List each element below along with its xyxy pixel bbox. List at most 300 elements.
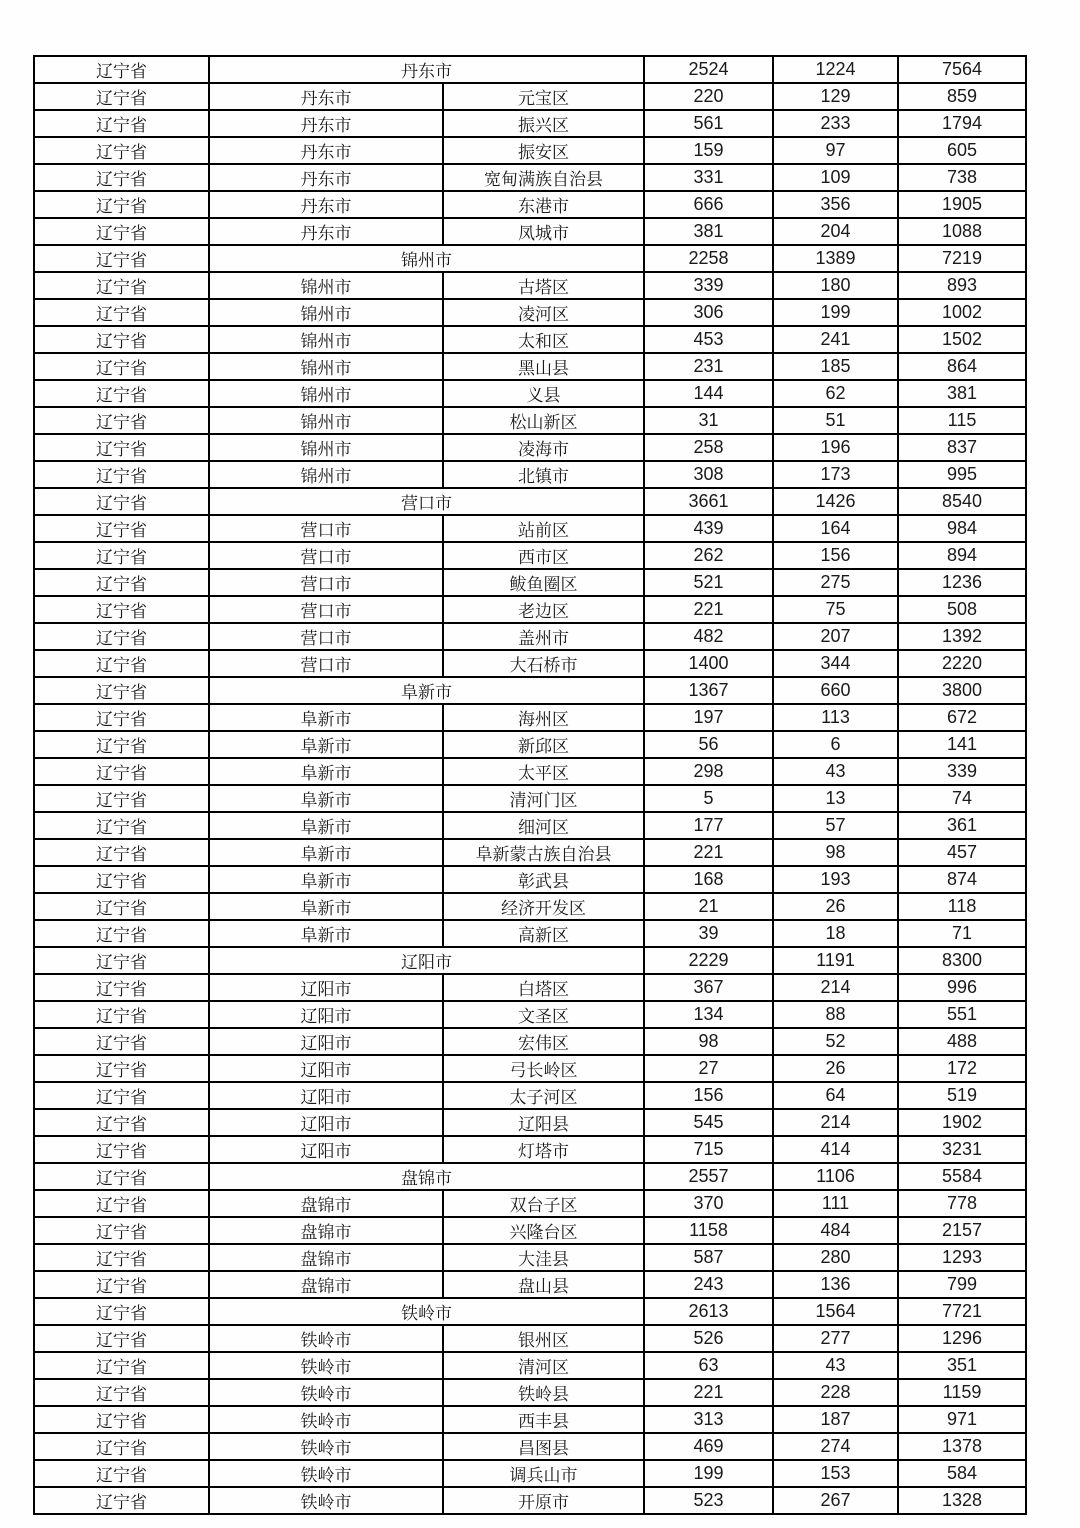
district-cell: 大洼县 xyxy=(443,1244,644,1271)
value-cell: 207 xyxy=(773,623,898,650)
district-cell: 兴隆台区 xyxy=(443,1217,644,1244)
value-cell: 43 xyxy=(773,1352,898,1379)
value-cell: 1236 xyxy=(898,569,1026,596)
value-cell: 141 xyxy=(898,731,1026,758)
province-cell: 辽宁省 xyxy=(34,569,209,596)
value-cell: 63 xyxy=(644,1352,773,1379)
district-cell: 西丰县 xyxy=(443,1406,644,1433)
value-cell: 221 xyxy=(644,1379,773,1406)
value-cell: 715 xyxy=(644,1136,773,1163)
table-body xyxy=(34,56,1026,1514)
city-cell: 阜新市 xyxy=(209,839,443,866)
value-cell: 666 xyxy=(644,191,773,218)
province-cell: 辽宁省 xyxy=(34,218,209,245)
district-cell: 细河区 xyxy=(443,812,644,839)
value-cell: 308 xyxy=(644,461,773,488)
value-cell: 62 xyxy=(773,380,898,407)
city-cell: 盘锦市 xyxy=(209,1190,443,1217)
city-cell: 阜新市 xyxy=(209,758,443,785)
value-cell: 177 xyxy=(644,812,773,839)
value-cell: 874 xyxy=(898,866,1026,893)
value-cell: 111 xyxy=(773,1190,898,1217)
province-cell: 辽宁省 xyxy=(34,326,209,353)
district-row xyxy=(34,1190,1026,1217)
city-cell: 丹东市 xyxy=(209,191,443,218)
district-row xyxy=(34,1406,1026,1433)
value-cell: 3800 xyxy=(898,677,1026,704)
value-cell: 88 xyxy=(773,1001,898,1028)
district-cell: 开原市 xyxy=(443,1487,644,1514)
district-cell: 铁岭县 xyxy=(443,1379,644,1406)
district-row xyxy=(34,866,1026,893)
value-cell: 331 xyxy=(644,164,773,191)
province-cell: 辽宁省 xyxy=(34,1325,209,1352)
district-cell: 调兵山市 xyxy=(443,1460,644,1487)
city-cell: 辽阳市 xyxy=(209,947,644,974)
district-cell: 元宝区 xyxy=(443,83,644,110)
value-cell: 1224 xyxy=(773,56,898,83)
value-cell: 551 xyxy=(898,1001,1026,1028)
city-cell: 阜新市 xyxy=(209,704,443,731)
district-cell: 海州区 xyxy=(443,704,644,731)
province-cell: 辽宁省 xyxy=(34,1433,209,1460)
district-cell: 盘山县 xyxy=(443,1271,644,1298)
value-cell: 13 xyxy=(773,785,898,812)
province-cell: 辽宁省 xyxy=(34,56,209,83)
city-cell: 营口市 xyxy=(209,650,443,677)
district-row xyxy=(34,353,1026,380)
city-cell: 锦州市 xyxy=(209,407,443,434)
value-cell: 193 xyxy=(773,866,898,893)
district-row xyxy=(34,542,1026,569)
province-cell: 辽宁省 xyxy=(34,704,209,731)
value-cell: 98 xyxy=(644,1028,773,1055)
district-row xyxy=(34,461,1026,488)
city-cell: 锦州市 xyxy=(209,461,443,488)
value-cell: 5 xyxy=(644,785,773,812)
city-cell: 阜新市 xyxy=(209,866,443,893)
value-cell: 1378 xyxy=(898,1433,1026,1460)
province-cell: 辽宁省 xyxy=(34,623,209,650)
province-cell: 辽宁省 xyxy=(34,1379,209,1406)
district-row xyxy=(34,380,1026,407)
province-cell: 辽宁省 xyxy=(34,1406,209,1433)
value-cell: 2557 xyxy=(644,1163,773,1190)
value-cell: 2258 xyxy=(644,245,773,272)
value-cell: 1564 xyxy=(773,1298,898,1325)
city-cell: 铁岭市 xyxy=(209,1352,443,1379)
province-cell: 辽宁省 xyxy=(34,488,209,515)
value-cell: 5584 xyxy=(898,1163,1026,1190)
value-cell: 98 xyxy=(773,839,898,866)
district-row xyxy=(34,1136,1026,1163)
value-cell: 1296 xyxy=(898,1325,1026,1352)
province-cell: 辽宁省 xyxy=(34,1217,209,1244)
value-cell: 605 xyxy=(898,137,1026,164)
district-cell: 文圣区 xyxy=(443,1001,644,1028)
value-cell: 2157 xyxy=(898,1217,1026,1244)
city-cell: 营口市 xyxy=(209,569,443,596)
value-cell: 469 xyxy=(644,1433,773,1460)
value-cell: 52 xyxy=(773,1028,898,1055)
value-cell: 156 xyxy=(773,542,898,569)
value-cell: 97 xyxy=(773,137,898,164)
district-cell: 北镇市 xyxy=(443,461,644,488)
city-summary-row xyxy=(34,1163,1026,1190)
district-cell: 古塔区 xyxy=(443,272,644,299)
value-cell: 118 xyxy=(898,893,1026,920)
value-cell: 221 xyxy=(644,596,773,623)
value-cell: 414 xyxy=(773,1136,898,1163)
value-cell: 351 xyxy=(898,1352,1026,1379)
district-row xyxy=(34,326,1026,353)
district-cell: 凌海市 xyxy=(443,434,644,461)
city-cell: 辽阳市 xyxy=(209,1028,443,1055)
district-cell: 太平区 xyxy=(443,758,644,785)
district-row xyxy=(34,596,1026,623)
city-cell: 辽阳市 xyxy=(209,974,443,1001)
city-cell: 阜新市 xyxy=(209,812,443,839)
value-cell: 43 xyxy=(773,758,898,785)
value-cell: 339 xyxy=(898,758,1026,785)
district-row xyxy=(34,1271,1026,1298)
province-cell: 辽宁省 xyxy=(34,542,209,569)
city-cell: 铁岭市 xyxy=(209,1487,443,1514)
value-cell: 71 xyxy=(898,920,1026,947)
city-cell: 丹东市 xyxy=(209,164,443,191)
district-cell: 盖州市 xyxy=(443,623,644,650)
district-row xyxy=(34,1217,1026,1244)
value-cell: 26 xyxy=(773,893,898,920)
province-cell: 辽宁省 xyxy=(34,83,209,110)
city-cell: 锦州市 xyxy=(209,299,443,326)
value-cell: 241 xyxy=(773,326,898,353)
value-cell: 859 xyxy=(898,83,1026,110)
province-cell: 辽宁省 xyxy=(34,758,209,785)
city-cell: 锦州市 xyxy=(209,272,443,299)
value-cell: 173 xyxy=(773,461,898,488)
city-cell: 辽阳市 xyxy=(209,1109,443,1136)
district-row xyxy=(34,83,1026,110)
province-cell: 辽宁省 xyxy=(34,1082,209,1109)
value-cell: 339 xyxy=(644,272,773,299)
district-row xyxy=(34,299,1026,326)
value-cell: 277 xyxy=(773,1325,898,1352)
value-cell: 526 xyxy=(644,1325,773,1352)
value-cell: 18 xyxy=(773,920,898,947)
value-cell: 672 xyxy=(898,704,1026,731)
province-cell: 辽宁省 xyxy=(34,1163,209,1190)
district-cell: 凌河区 xyxy=(443,299,644,326)
district-row xyxy=(34,218,1026,245)
province-cell: 辽宁省 xyxy=(34,299,209,326)
province-cell: 辽宁省 xyxy=(34,1055,209,1082)
value-cell: 199 xyxy=(644,1460,773,1487)
district-row xyxy=(34,1487,1026,1514)
value-cell: 439 xyxy=(644,515,773,542)
city-cell: 营口市 xyxy=(209,542,443,569)
province-cell: 辽宁省 xyxy=(34,1190,209,1217)
value-cell: 8540 xyxy=(898,488,1026,515)
province-cell: 辽宁省 xyxy=(34,596,209,623)
value-cell: 21 xyxy=(644,893,773,920)
value-cell: 370 xyxy=(644,1190,773,1217)
province-cell: 辽宁省 xyxy=(34,461,209,488)
province-cell: 辽宁省 xyxy=(34,974,209,1001)
city-cell: 丹东市 xyxy=(209,137,443,164)
district-row xyxy=(34,758,1026,785)
city-cell: 营口市 xyxy=(209,623,443,650)
value-cell: 262 xyxy=(644,542,773,569)
province-cell: 辽宁省 xyxy=(34,110,209,137)
value-cell: 144 xyxy=(644,380,773,407)
value-cell: 187 xyxy=(773,1406,898,1433)
value-cell: 275 xyxy=(773,569,898,596)
value-cell: 1106 xyxy=(773,1163,898,1190)
district-row xyxy=(34,569,1026,596)
province-cell: 辽宁省 xyxy=(34,1001,209,1028)
city-cell: 阜新市 xyxy=(209,893,443,920)
district-row xyxy=(34,515,1026,542)
district-cell: 银州区 xyxy=(443,1325,644,1352)
city-cell: 阜新市 xyxy=(209,785,443,812)
province-cell: 辽宁省 xyxy=(34,1109,209,1136)
value-cell: 136 xyxy=(773,1271,898,1298)
city-cell: 阜新市 xyxy=(209,731,443,758)
value-cell: 484 xyxy=(773,1217,898,1244)
value-cell: 164 xyxy=(773,515,898,542)
value-cell: 545 xyxy=(644,1109,773,1136)
district-cell: 大石桥市 xyxy=(443,650,644,677)
value-cell: 2524 xyxy=(644,56,773,83)
value-cell: 56 xyxy=(644,731,773,758)
province-cell: 辽宁省 xyxy=(34,245,209,272)
value-cell: 1293 xyxy=(898,1244,1026,1271)
province-cell: 辽宁省 xyxy=(34,677,209,704)
value-cell: 971 xyxy=(898,1406,1026,1433)
value-cell: 64 xyxy=(773,1082,898,1109)
value-cell: 799 xyxy=(898,1271,1026,1298)
province-cell: 辽宁省 xyxy=(34,947,209,974)
city-cell: 辽阳市 xyxy=(209,1082,443,1109)
value-cell: 1905 xyxy=(898,191,1026,218)
value-cell: 134 xyxy=(644,1001,773,1028)
district-row xyxy=(34,137,1026,164)
city-cell: 营口市 xyxy=(209,596,443,623)
province-cell: 辽宁省 xyxy=(34,272,209,299)
value-cell: 2229 xyxy=(644,947,773,974)
value-cell: 1367 xyxy=(644,677,773,704)
district-row xyxy=(34,650,1026,677)
province-cell: 辽宁省 xyxy=(34,1460,209,1487)
district-row xyxy=(34,1460,1026,1487)
city-cell: 锦州市 xyxy=(209,434,443,461)
district-cell: 松山新区 xyxy=(443,407,644,434)
district-cell: 鲅鱼圈区 xyxy=(443,569,644,596)
value-cell: 199 xyxy=(773,299,898,326)
district-cell: 高新区 xyxy=(443,920,644,947)
value-cell: 837 xyxy=(898,434,1026,461)
province-cell: 辽宁省 xyxy=(34,164,209,191)
value-cell: 3231 xyxy=(898,1136,1026,1163)
value-cell: 156 xyxy=(644,1082,773,1109)
value-cell: 1502 xyxy=(898,326,1026,353)
city-cell: 盘锦市 xyxy=(209,1217,443,1244)
province-cell: 辽宁省 xyxy=(34,1244,209,1271)
province-cell: 辽宁省 xyxy=(34,353,209,380)
value-cell: 587 xyxy=(644,1244,773,1271)
province-cell: 辽宁省 xyxy=(34,380,209,407)
district-row xyxy=(34,839,1026,866)
city-cell: 铁岭市 xyxy=(209,1460,443,1487)
value-cell: 893 xyxy=(898,272,1026,299)
district-cell: 西市区 xyxy=(443,542,644,569)
province-cell: 辽宁省 xyxy=(34,866,209,893)
value-cell: 521 xyxy=(644,569,773,596)
value-cell: 488 xyxy=(898,1028,1026,1055)
city-cell: 铁岭市 xyxy=(209,1379,443,1406)
city-cell: 丹东市 xyxy=(209,56,644,83)
value-cell: 7564 xyxy=(898,56,1026,83)
value-cell: 7721 xyxy=(898,1298,1026,1325)
district-cell: 弓长岭区 xyxy=(443,1055,644,1082)
value-cell: 3661 xyxy=(644,488,773,515)
city-cell: 辽阳市 xyxy=(209,1001,443,1028)
city-cell: 铁岭市 xyxy=(209,1325,443,1352)
value-cell: 267 xyxy=(773,1487,898,1514)
value-cell: 185 xyxy=(773,353,898,380)
value-cell: 1159 xyxy=(898,1379,1026,1406)
value-cell: 1426 xyxy=(773,488,898,515)
district-row xyxy=(34,1379,1026,1406)
district-row xyxy=(34,704,1026,731)
city-cell: 铁岭市 xyxy=(209,1298,644,1325)
city-cell: 铁岭市 xyxy=(209,1406,443,1433)
value-cell: 8300 xyxy=(898,947,1026,974)
province-cell: 辽宁省 xyxy=(34,1298,209,1325)
province-cell: 辽宁省 xyxy=(34,137,209,164)
district-cell: 清河区 xyxy=(443,1352,644,1379)
value-cell: 367 xyxy=(644,974,773,1001)
province-cell: 辽宁省 xyxy=(34,1487,209,1514)
city-cell: 丹东市 xyxy=(209,110,443,137)
value-cell: 894 xyxy=(898,542,1026,569)
district-cell: 振安区 xyxy=(443,137,644,164)
value-cell: 172 xyxy=(898,1055,1026,1082)
value-cell: 159 xyxy=(644,137,773,164)
city-cell: 阜新市 xyxy=(209,920,443,947)
value-cell: 7219 xyxy=(898,245,1026,272)
value-cell: 1191 xyxy=(773,947,898,974)
province-cell: 辽宁省 xyxy=(34,515,209,542)
district-cell: 辽阳县 xyxy=(443,1109,644,1136)
city-cell: 营口市 xyxy=(209,515,443,542)
province-cell: 辽宁省 xyxy=(34,650,209,677)
district-row xyxy=(34,785,1026,812)
city-cell: 锦州市 xyxy=(209,245,644,272)
value-cell: 344 xyxy=(773,650,898,677)
value-cell: 519 xyxy=(898,1082,1026,1109)
city-cell: 锦州市 xyxy=(209,326,443,353)
district-cell: 阜新蒙古族自治县 xyxy=(443,839,644,866)
value-cell: 231 xyxy=(644,353,773,380)
value-cell: 457 xyxy=(898,839,1026,866)
value-cell: 31 xyxy=(644,407,773,434)
city-cell: 盘锦市 xyxy=(209,1244,443,1271)
province-cell: 辽宁省 xyxy=(34,1352,209,1379)
district-cell: 振兴区 xyxy=(443,110,644,137)
district-cell: 宏伟区 xyxy=(443,1028,644,1055)
district-cell: 白塔区 xyxy=(443,974,644,1001)
value-cell: 995 xyxy=(898,461,1026,488)
province-cell: 辽宁省 xyxy=(34,1271,209,1298)
value-cell: 361 xyxy=(898,812,1026,839)
value-cell: 523 xyxy=(644,1487,773,1514)
value-cell: 778 xyxy=(898,1190,1026,1217)
city-cell: 辽阳市 xyxy=(209,1136,443,1163)
value-cell: 1088 xyxy=(898,218,1026,245)
value-cell: 168 xyxy=(644,866,773,893)
value-cell: 1389 xyxy=(773,245,898,272)
district-row xyxy=(34,110,1026,137)
province-cell: 辽宁省 xyxy=(34,407,209,434)
district-cell: 经济开发区 xyxy=(443,893,644,920)
value-cell: 204 xyxy=(773,218,898,245)
value-cell: 243 xyxy=(644,1271,773,1298)
district-row xyxy=(34,1433,1026,1460)
value-cell: 274 xyxy=(773,1433,898,1460)
city-cell: 阜新市 xyxy=(209,677,644,704)
value-cell: 453 xyxy=(644,326,773,353)
province-cell: 辽宁省 xyxy=(34,785,209,812)
district-row xyxy=(34,407,1026,434)
district-row xyxy=(34,272,1026,299)
region-stats-table xyxy=(33,55,1027,1515)
city-summary-row xyxy=(34,947,1026,974)
value-cell: 298 xyxy=(644,758,773,785)
value-cell: 214 xyxy=(773,974,898,1001)
city-cell: 营口市 xyxy=(209,488,644,515)
district-row xyxy=(34,812,1026,839)
district-row xyxy=(34,1109,1026,1136)
district-row xyxy=(34,893,1026,920)
province-cell: 辽宁省 xyxy=(34,893,209,920)
value-cell: 306 xyxy=(644,299,773,326)
district-cell: 双台子区 xyxy=(443,1190,644,1217)
value-cell: 1002 xyxy=(898,299,1026,326)
value-cell: 258 xyxy=(644,434,773,461)
value-cell: 482 xyxy=(644,623,773,650)
city-cell: 盘锦市 xyxy=(209,1163,644,1190)
value-cell: 109 xyxy=(773,164,898,191)
city-cell: 盘锦市 xyxy=(209,1271,443,1298)
value-cell: 2220 xyxy=(898,650,1026,677)
district-cell: 义县 xyxy=(443,380,644,407)
value-cell: 220 xyxy=(644,83,773,110)
district-cell: 昌图县 xyxy=(443,1433,644,1460)
value-cell: 26 xyxy=(773,1055,898,1082)
value-cell: 356 xyxy=(773,191,898,218)
district-cell: 彰武县 xyxy=(443,866,644,893)
province-cell: 辽宁省 xyxy=(34,812,209,839)
province-cell: 辽宁省 xyxy=(34,920,209,947)
value-cell: 197 xyxy=(644,704,773,731)
province-cell: 辽宁省 xyxy=(34,731,209,758)
district-cell: 灯塔市 xyxy=(443,1136,644,1163)
city-cell: 锦州市 xyxy=(209,353,443,380)
value-cell: 381 xyxy=(898,380,1026,407)
value-cell: 228 xyxy=(773,1379,898,1406)
